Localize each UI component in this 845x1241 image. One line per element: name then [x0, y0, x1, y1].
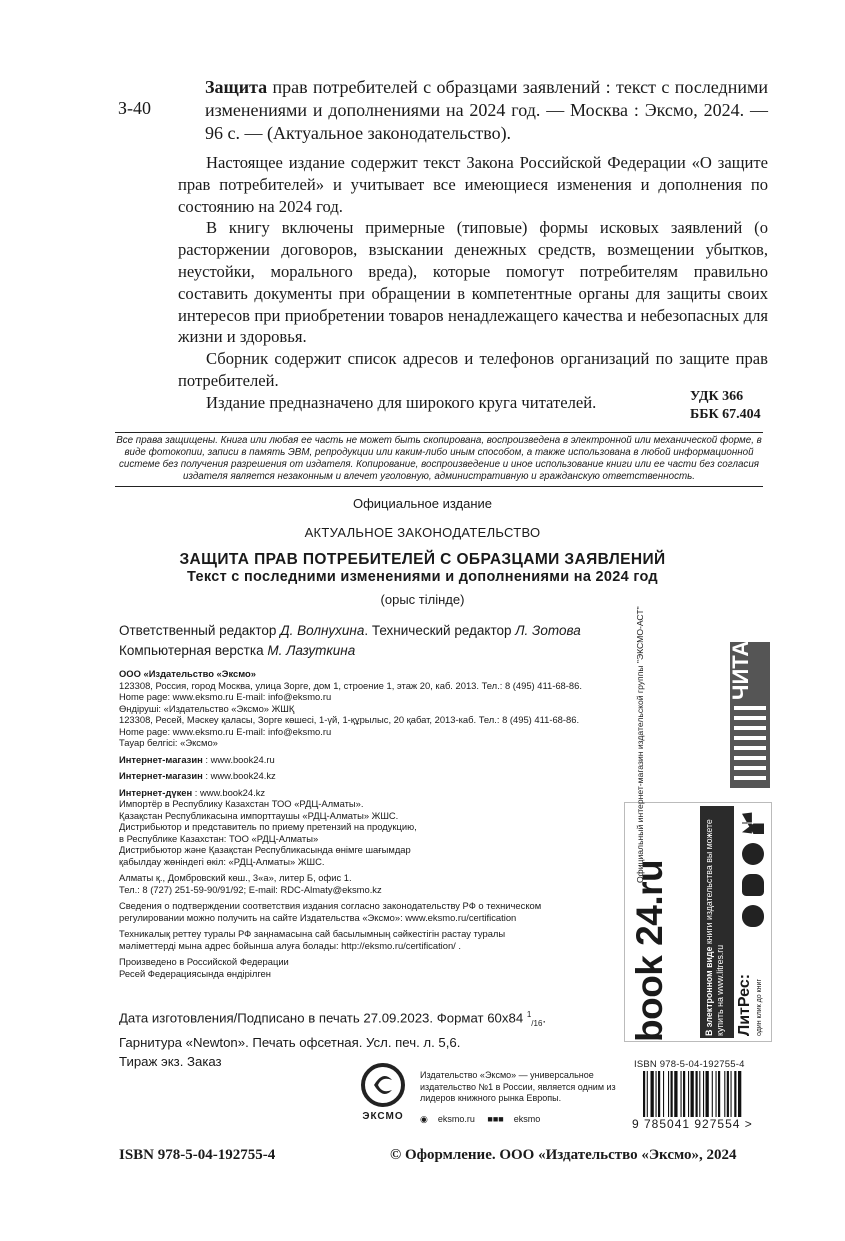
imprint-line: Импортёр в Республику Казахстан ТОО «РДЦ-Алматы». [119, 798, 364, 809]
abstract-paragraph: Сборник содержит список адресов и телефонов организаций по защите прав потребителей. [178, 349, 768, 390]
imprint-line: мәліметтерді мына адрес бойынша алуға болады: http://eksmo.ru/certification/ . [119, 939, 461, 951]
format-denominator: /16 [531, 1019, 543, 1029]
eksmo-links [420, 1114, 550, 1125]
imprint-line: Тел.: 8 (727) 251-59-90/91/92; E-mail: RDC-Almaty@eksmo.kz [119, 883, 382, 895]
imprint-line: 123308, Ресей, Мәскеу қаласы, Зорге көшесі, 1-үй, 1-құрылыс, 20 қабат, 2013-каб. Тел.: 8 (495) 411-68-86. [119, 714, 580, 725]
udk-code: УДК 366 [690, 389, 744, 404]
print-date-format: Дата изготовления/Подписано в печать 27.09.2023. Формат 60x84 [119, 1010, 527, 1026]
abstract-paragraph: В книгу включены примерные (типовые) формы исковых заявлений (о расторжении договоров, взыскании денежных средств, возмещении убытков, неустойки, морального вреда), которые помогут потребителям правильно составить документы при обращении в компетентные органы для защиты своих интересов при приобретении товаров ненадлежащего качества и небезопасных для жизни и здоровья. [178, 218, 768, 347]
editors-line [119, 641, 581, 661]
editor-name: Л. Зотова [515, 623, 581, 638]
publisher-name: ООО «Издательство «Эксмо» [119, 668, 256, 679]
imprint-line: Ресей Федерациясында өндірілген [119, 967, 271, 979]
eksmo-social-link[interactable]: eksmo [513, 1114, 541, 1124]
book24-official-note: Официальный интернет-магазин издательской группы "ЭКСМО-АСТ" [635, 606, 645, 883]
format-numerator: 1 [526, 1010, 532, 1019]
shop-url: : www.book24.ru [202, 753, 275, 765]
bib-rest: прав потребителей с образцами заявлений : текст с последними изменениями и дополнениями на 2024 год. — Москва : Эксмо, 2024. — 96 с. — (Актуальное законодательство). [205, 77, 768, 143]
book-title: ЗАЩИТА ПРАВ ПОТРЕБИТЕЛЕЙ С ОБРАЗЦАМИ ЗАЯВЛЕНИЙ [179, 551, 666, 568]
imprint-line: регулировании можно получить на сайте Издательства «Эксмо»: www.eksmo.ru/certification [119, 911, 517, 923]
imprint-line: Алматы қ., Домбровский көш., 3«а», литер Б, офис 1. [119, 872, 352, 883]
abstract [178, 152, 768, 414]
imprint-line: Дистрибьютор және Қазақстан Республикасында өнімге шағымдар [119, 844, 411, 855]
imprint-line [119, 770, 619, 782]
imprint-line: 123308, Россия, город Москва, улица Зорге, дом 1, строение 1, этаж 20, каб. 2013. Тел.: 8 (495) 411-68-86. [119, 679, 582, 691]
eksmo-wordmark: ЭКСМО [362, 1111, 404, 1122]
apple-icon [742, 905, 764, 927]
barcode-icon [641, 1071, 769, 1119]
editor-role: Компьютерная верстка [119, 643, 268, 658]
imprint-line: Произведено в Российской Федерации [119, 956, 289, 967]
official-edition: Официальное издание [352, 496, 493, 511]
print-info [119, 1005, 546, 1071]
abstract-paragraph: Настоящее издание содержит текст Закона Российской Федерации «О защите прав потребителей» и учитывает все имеющиеся изменения и дополнения по состоянию на 2024 год. [178, 153, 768, 216]
litres-tagline: один клик до книг [756, 978, 763, 1036]
rights-notice: Все права защищены. Книга или любая ее часть не может быть скопирована, воспроизведена в электронной или механической форме, в виде фотокопии, записи в память ЭВМ, репродукции или каким-либо иным способом, а также использована в любой информационной системе без получения разрешения от издателя. Копирование, воспроизведение и иное использование книги или ее части без согласия издателя является незаконным и влечет уголовную, административную и гражданскую ответственность. [115, 432, 763, 487]
print-line [119, 1005, 546, 1033]
imprint-line [119, 787, 619, 799]
imprint-line: Қазақстан Республикасына импорттаушы «РДЦ-Алматы» ЖШС. [119, 809, 399, 821]
bib-title-bold: Защита [205, 77, 268, 97]
imprint-line: Home page: www.eksmo.ru E-mail: info@eksmo.ru [119, 691, 332, 702]
ebook-bold: В электронном виде [704, 946, 714, 1036]
book24-ad: book 24.ru [629, 859, 670, 1042]
imprint [119, 668, 619, 979]
platform-icons [738, 812, 768, 936]
print-line: Гарнитура «Newton». Печать офсетная. Усл. печ. л. 5,6. [119, 1035, 461, 1051]
social-icons: ■■■ [487, 1114, 504, 1124]
barcode-isbn: ISBN 978-5-04-192755-4 [634, 1059, 745, 1070]
imprint-line: в Республике Казахстан: ТОО «РДЦ-Алматы» [119, 832, 319, 844]
series-name: АКТУАЛЬНОЕ ЗАКОНОДАТЕЛЬСТВО [304, 525, 541, 540]
android-icon [742, 874, 764, 896]
book-subtitle: Текст с последними изменениями и дополнениями на 2024 год [187, 569, 658, 585]
eksmo-description: Издательство «Эксмо» — универсальное издательство №1 в России, является одним из лидеров книжного рынка Европы. [420, 1070, 616, 1103]
udk-bbk [690, 388, 761, 424]
chitai-gorod-stripes-icon [731, 702, 769, 786]
classification-code: З-40 [118, 98, 152, 118]
barcode-digits: 9 785041 927554 > [632, 1117, 753, 1131]
chitai-gorod-wordmark: ЧИТАЙ ГОРОД [728, 542, 753, 700]
imprint-line: қабылдау жөніндегі өкіл: «РДЦ-Алматы» ЖШС. [119, 855, 325, 867]
imprint-line: Техникалық реттеу туралы РФ заңнамасына сай басылымның сәйкестігін растау туралы [119, 928, 506, 939]
imprint-line: Дистрибьютор и представитель по приему претензий на продукцию, [119, 821, 417, 832]
globe-icon: ◉ [420, 1114, 428, 1124]
shop-label: Интернет-магазин [119, 770, 203, 781]
editors-line [119, 621, 581, 641]
bibliographic-record [205, 76, 768, 145]
eksmo-logo-icon [360, 1062, 406, 1108]
shop-url: : www.book24.kz [202, 770, 276, 781]
bbk-code: ББК 67.404 [690, 407, 761, 422]
litres-logo: ЛитРес: [736, 973, 753, 1036]
abstract-paragraph: Издание предназначено для широкого круга читателей. [206, 392, 597, 412]
print-line: Тираж экз. Заказ [119, 1054, 222, 1070]
editors [119, 621, 581, 661]
shop-label: Интернет-магазин [119, 753, 203, 765]
imprint-line: Тауар белгісі: «Эксмо» [119, 737, 218, 748]
editor-name: М. Лазуткина [267, 643, 356, 658]
imprint-line [119, 754, 619, 766]
imprint-line: Home page: www.eksmo.ru E-mail: info@eksmo.ru [119, 725, 332, 737]
print-punct: . [542, 1010, 547, 1026]
copyright: © Оформление. ООО «Издательство «Эксмо», 2024 [390, 1147, 737, 1163]
eksmo-site-link[interactable]: eksmo.ru [437, 1114, 475, 1124]
ebook-note [704, 819, 725, 1036]
imprint-line: Өндіруші: «Издательство «Эксмо» ЖШҚ [119, 702, 295, 714]
language-note: (орыс тілінде) [380, 592, 465, 607]
ebook-url: купить на www.litres.ru [714, 944, 725, 1036]
shop-label: Интернет-дүкен [119, 786, 193, 798]
ebook-rest: книги издательства вы можете [704, 819, 714, 947]
opera-icon [742, 843, 764, 865]
editor-role: . Технический редактор [364, 623, 516, 638]
isbn: ISBN 978-5-04-192755-4 [119, 1147, 276, 1163]
editor-role: Ответственный редактор [119, 623, 281, 638]
editor-name: Д. Волнухина [280, 623, 365, 638]
imprint-line: Сведения о подтверждении соответствия издания согласно законодательству РФ о техническом [119, 900, 542, 911]
windows-icon [742, 812, 764, 834]
shop-url: : www.book24.kz [192, 786, 266, 798]
